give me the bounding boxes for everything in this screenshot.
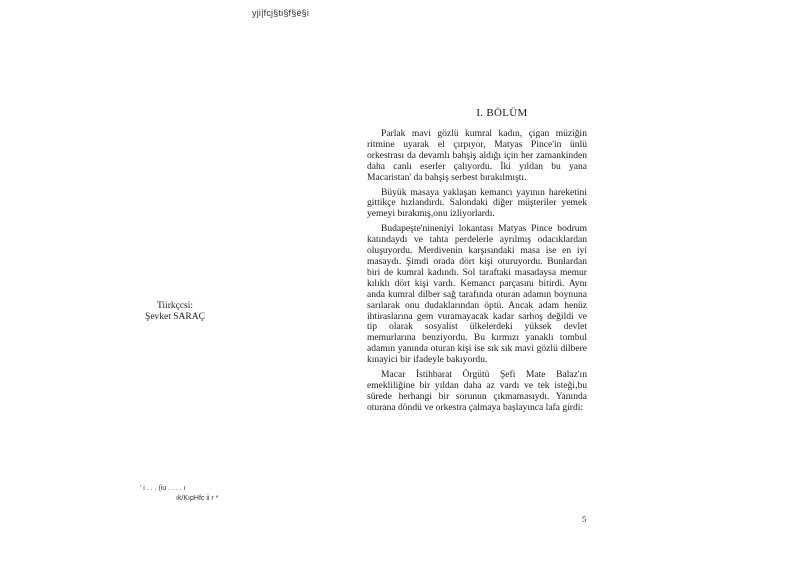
chapter-title: I. BÖLÜM — [476, 107, 528, 119]
paragraph: Büyük masaya yaklaşan kemancı yayının hareketini gittikçe hızlandırdı. Salondaki diğer müşteriler yemek yemeyi bırakmış,onu izliyorlardı. — [367, 186, 587, 220]
translator-label: Tiirkçcsi: — [156, 301, 194, 311]
top-handwritten-mark: yji|fcj§ti§f§é§i — [252, 8, 310, 18]
chapter-body — [367, 129, 587, 418]
bottom-stamp-line-2: ık/KıpHfc ii r * — [176, 495, 219, 502]
paragraph: Macar İstihbarat Örgütü Şefi Mate Balaz'ın emekliliğine bir yıldan daha az vardı ve tek isteği,bu sürede herhangi bir sorunun çıkmamasıydı. Yanında oturana döndü ve orkestra çalmaya başlayınca lafa girdi: — [367, 369, 587, 413]
translator-name: Şevket SARAÇ — [145, 312, 205, 322]
paragraph: Parlak mavi gözlü kumral kadın, çigan müziğin ritmine uyarak el çırpıyor, Matyas Pince'in ünlü orkestrası da devamlı bahşiş aldığı için her zamankinden daha canlı eserler çalıyordu. İki yıldan bu yana Macaristan' da bahşiş serbest bırakılmıştı. — [367, 128, 587, 183]
bottom-stamp-mark — [140, 484, 250, 504]
translator-credit — [120, 301, 230, 323]
page-number: 5 — [582, 514, 587, 524]
bottom-stamp-line-1: ' i . . . (iu . . . . ı — [140, 485, 186, 492]
paragraph: Budapeşte'nineniyi lokantası Matyas Pince bodrum katındaydı ve tahta perdelerle ayrılmış odacıklardan oluşuyordu. Merdivenin karşısındaki masa ise en iyi masaydı. Şimdi orada dört kişi oturuyordu. Bunlardan biri de kumral kadındı. Sol taraftaki masadaysa memur kılıklı dört kişi vardı. Kemancı parçasını bitirdi. Aynı anda kumral dilber sağ tarafında oturan adamın boynuna sarılarak onu dudaklarından öptü. Ancak adam henüz ihtiraslarına gem vuramayacak kadar sarhoş değildi ve tip olarak sosyalist ülkelerdeki yüksek devlet memurlarına benziyordu. Bu kırmızı yanaklı tombul adamın yanında oturan kişi ise sık sık mavi gözlü dilbere kınayici bir ifadeyle bakıyordu. — [367, 223, 587, 366]
